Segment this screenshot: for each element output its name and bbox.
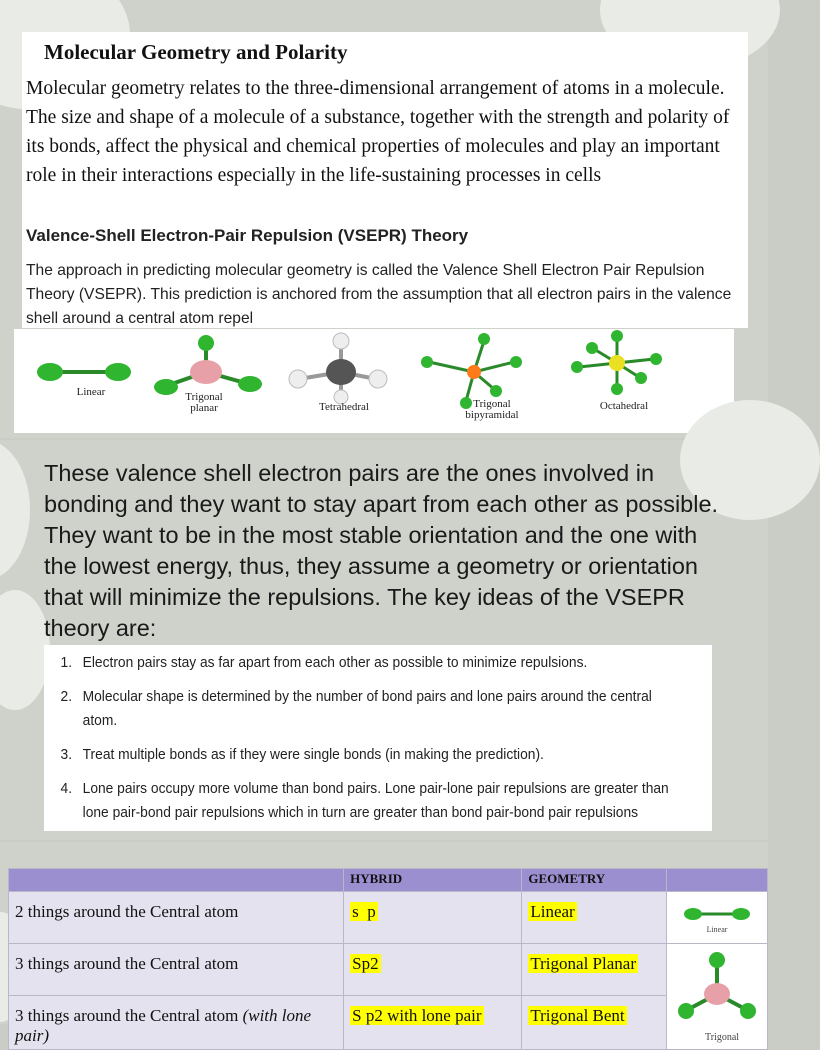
table-cell: s p bbox=[344, 892, 522, 944]
slide-vsepr-key-ideas bbox=[0, 440, 768, 840]
table-row bbox=[9, 995, 768, 1049]
octahedral-model-icon bbox=[571, 330, 662, 395]
geometry-models-svg bbox=[14, 329, 734, 433]
table-cell: 2 things around the Central atom bbox=[9, 892, 344, 944]
section-subtitle: Valence-Shell Electron-Pair Repulsion (VSEPR) Theory bbox=[26, 226, 469, 245]
trigonal-planar-model-icon bbox=[667, 944, 767, 1044]
table-cell: 3 things around the Central atom (with lone pair) bbox=[9, 995, 344, 1049]
geometry-label-trigonal-planar: Trigonal planar bbox=[185, 391, 223, 414]
table-header: GEOMETRY bbox=[522, 869, 667, 892]
linear-image-cell bbox=[666, 892, 767, 944]
vsepr-explanation-paragraph: These valence shell electron pairs are the ones involved in bonding and they want to stay apart from each other as possible. They want to be in the most stable orientation and the one with the lowest energy, thus, they assume a geometry or orientation that will minimize the repulsions. The key ideas of the VSEPR theory are: bbox=[44, 460, 719, 641]
vsepr-body-text: The approach in predicting molecular geometry is called the Valence Shell Electron Pair Repulsion Theory (VSEPR). This prediction is anchored from the assumption that all electron pairs in the valence shell around a central atom repel bbox=[26, 262, 732, 327]
linear-model-icon bbox=[37, 363, 131, 381]
table-header: HYBRID bbox=[344, 869, 522, 892]
table-header bbox=[666, 869, 767, 892]
geometry-label-octahedral: Octahedral bbox=[599, 400, 649, 412]
table-cell: Trigonal Planar bbox=[522, 944, 667, 996]
linear-model-icon bbox=[667, 892, 767, 938]
table-cell: Linear bbox=[522, 892, 667, 944]
table-cell: 3 things around the Central atom bbox=[9, 944, 344, 996]
hybridization-table bbox=[8, 868, 768, 1050]
trigonal-planar-model-icon bbox=[154, 335, 262, 395]
geometry-label-linear: Linear bbox=[76, 386, 106, 398]
table-header bbox=[9, 869, 344, 892]
table-row bbox=[9, 892, 768, 944]
page-title: Molecular Geometry and Polarity bbox=[44, 40, 348, 64]
table-header-row bbox=[9, 869, 768, 892]
slide-molecular-geometry bbox=[0, 0, 768, 438]
tetrahedral-model-icon bbox=[289, 333, 387, 404]
slide-hybridization-table bbox=[0, 842, 768, 1045]
table-cell: Trigonal Bent bbox=[522, 995, 667, 1049]
trigonal-image-cell bbox=[666, 944, 767, 1050]
key-ideas-list: 1. Electron pairs stay as far apart from each other as possible to minimize repulsions. 2. Molecular shape is determined by the number of bond pairs and lone pairs around the central atom. 3. Treat multiple bonds as if they were single bonds (in making the prediction). 4. Lone pairs occupy more volume than bond pairs. Lone pair-lone pair repulsions are greater than lone pair-bond pair repulsions which in turn are greater than bond pair-bond pair repulsions bbox=[44, 645, 712, 831]
decorative-blob bbox=[0, 440, 30, 580]
geometry-label-tetrahedral: Tetrahedral bbox=[319, 401, 369, 413]
trigonal-image-caption: Trigonal bbox=[704, 1032, 740, 1043]
table-row bbox=[9, 944, 768, 996]
table-cell: S p2 with lone pair bbox=[344, 995, 522, 1049]
geometry-label-trigonal-bipyramidal: Trigonal bipyramidal bbox=[465, 398, 519, 421]
intro-paragraph: Molecular geometry relates to the three-dimensional arrangement of atoms in a molecule. The size and shape of a molecule of a substance, together with the strength and polarity of its bonds, affect the physical and chemical properties of molecules and play an important role in their interactions especially in the life-sustaining processes in cells bbox=[26, 78, 730, 186]
molecular-geometries-figure bbox=[14, 329, 734, 433]
decorative-blob bbox=[0, 590, 50, 710]
table-cell: Sp2 bbox=[344, 944, 522, 996]
linear-image-caption: Linear bbox=[706, 925, 728, 934]
